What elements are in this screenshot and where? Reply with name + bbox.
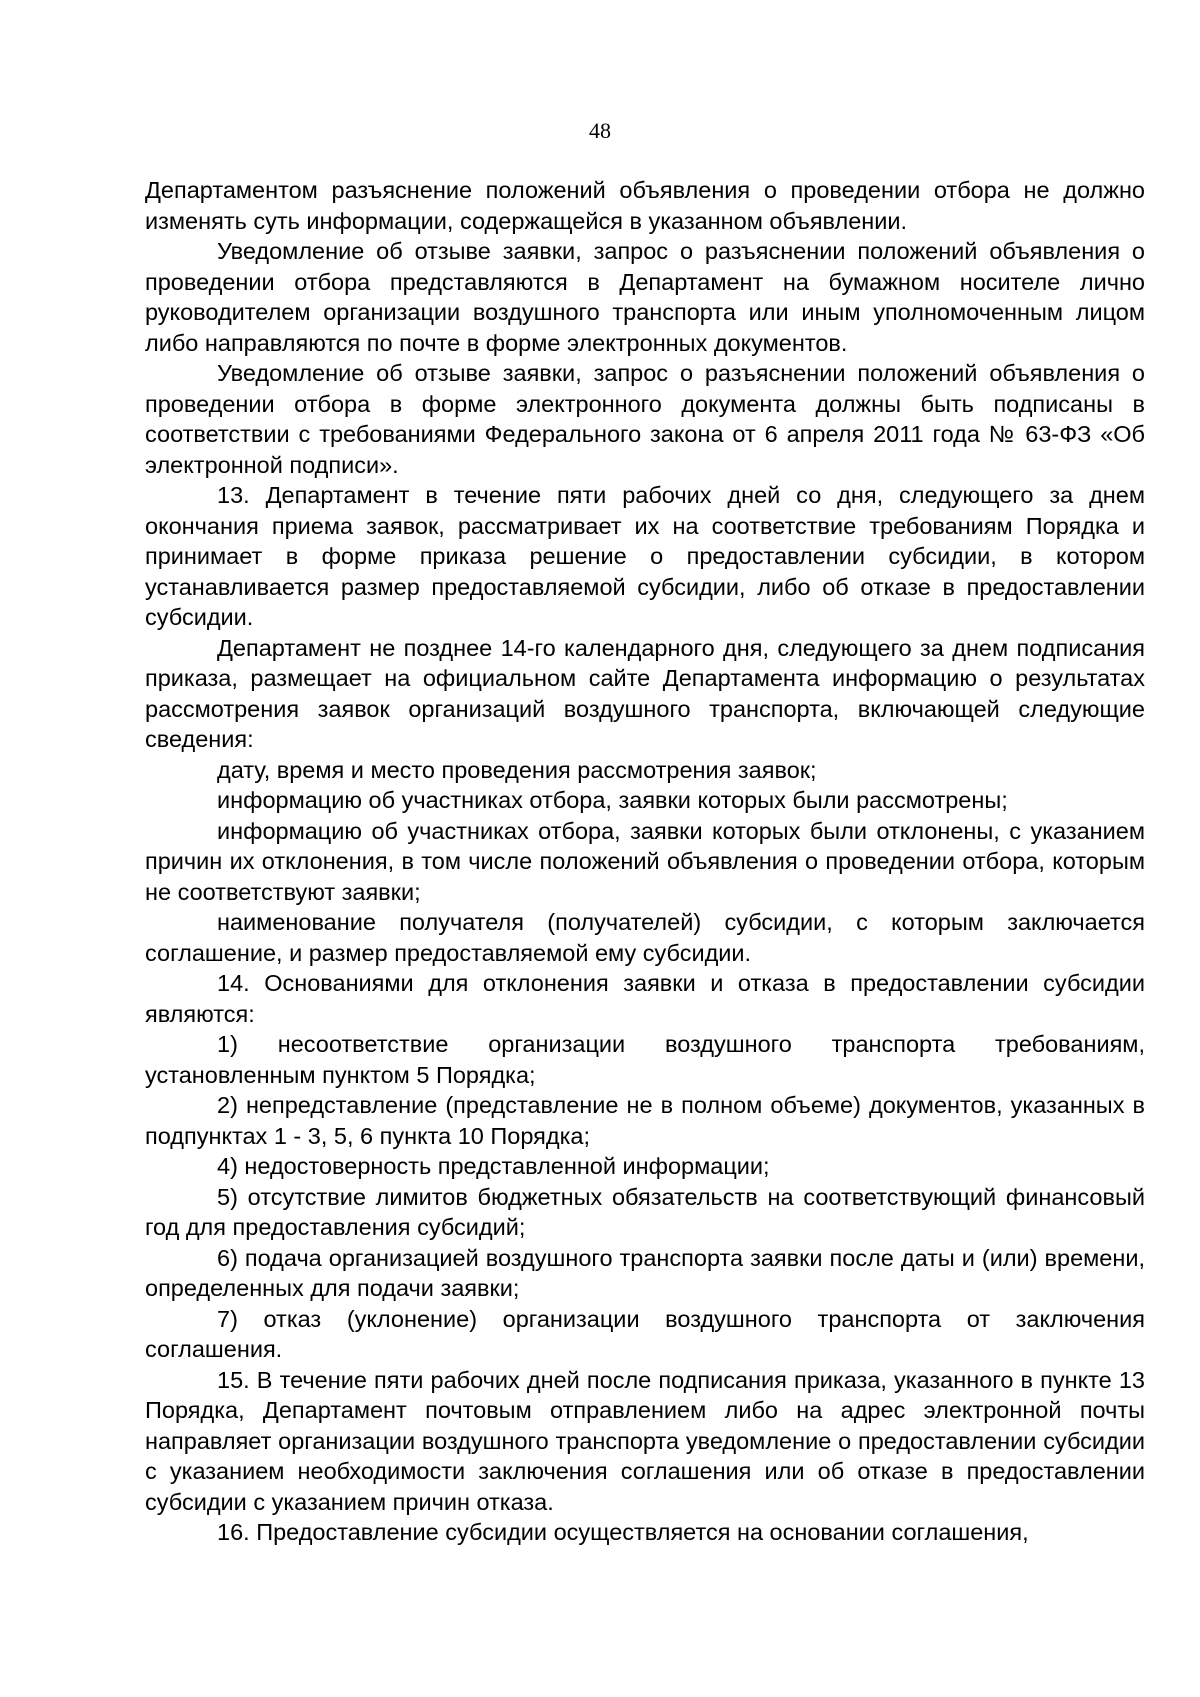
list-item: информацию об участниках отбора, заявки которых были рассмотрены; xyxy=(217,787,1008,813)
list-item: 4) недостоверность представленной информации; xyxy=(217,1153,770,1179)
paragraph: 16. Предоставление субсидии осуществляется на основании соглашения, xyxy=(217,1519,1029,1545)
paragraph: 15. В течение пяти рабочих дней после подписания приказа, указанного в пункте 13 Порядка, Департамент почтовым отправлением либо на адрес электронной почты направляет организации воздушного транспорта уведомление о предоставлении субсидии с указанием необходимости заключения соглашения или об отказе в предоставлении субсидии с указанием причин отказа. xyxy=(145,1366,1145,1515)
list-item: информацию об участниках отбора, заявки которых были отклонены, с указанием причин их отклонения, в том числе положений объявления о проведении отбора, которым не соответствуют заявки; xyxy=(145,817,1145,905)
list-item: 7) отказ (уклонение) организации воздушного транспорта от заключения соглашения. xyxy=(145,1305,1145,1362)
page-number: 48 xyxy=(589,118,611,143)
paragraph: Департаментом разъяснение положений объявления о проведении отбора не должно изменять суть информации, содержащейся в указанном объявлении. xyxy=(145,177,1145,234)
paragraph: Уведомление об отзыве заявки, запрос о разъяснении положений объявления о проведении отбора представляются в Департамент на бумажном носителе лично руководителем организации воздушного транспорта или иным уполномоченным лицом либо направляются по почте в форме электронных документов. xyxy=(145,238,1145,356)
document-body xyxy=(145,175,1145,1548)
list-item: 6) подача организацией воздушного транспорта заявки после даты и (или) времени, определенных для подачи заявки; xyxy=(145,1244,1145,1301)
paragraph: 13. Департамент в течение пяти рабочих дней со дня, следующего за днем окончания приема заявок, рассматривает их на соответствие требованиям Порядка и принимает в форме приказа решение о предоставлении субсидии, в котором устанавливается размер предоставляемой субсидии, либо об отказе в предоставлении субсидии. xyxy=(145,482,1145,630)
paragraph: Департамент не позднее 14-го календарного дня, следующего за днем подписания приказа, размещает на официальном сайте Департамента информацию о результатах рассмотрения заявок организаций воздушного транспорта, включающей следующие сведения: xyxy=(145,634,1145,752)
list-item: наименование получателя (получателей) субсидии, с которым заключается соглашение, и размер предоставляемой ему субсидии. xyxy=(145,909,1145,966)
list-item: 1) несоответствие организации воздушного транспорта требованиям, установленным пунктом 5 Порядка; xyxy=(145,1031,1145,1088)
paragraph: 14. Основаниями для отклонения заявки и отказа в предоставлении субсидии являются: xyxy=(145,970,1145,1027)
list-item: 5) отсутствие лимитов бюджетных обязательств на соответствующий финансовый год для предоставления субсидий; xyxy=(145,1183,1145,1240)
paragraph: Уведомление об отзыве заявки, запрос о разъяснении положений объявления о проведении отбора в форме электронного документа должны быть подписаны в соответствии с требованиями Федерального закона от 6 апреля 2011 года № 63-ФЗ «Об электронной подписи». xyxy=(145,360,1145,478)
list-item: 2) непредставление (представление не в полном объеме) документов, указанных в подпунктах 1 - 3, 5, 6 пункта 10 Порядка; xyxy=(145,1092,1145,1149)
list-item: дату, время и место проведения рассмотрения заявок; xyxy=(217,756,817,783)
